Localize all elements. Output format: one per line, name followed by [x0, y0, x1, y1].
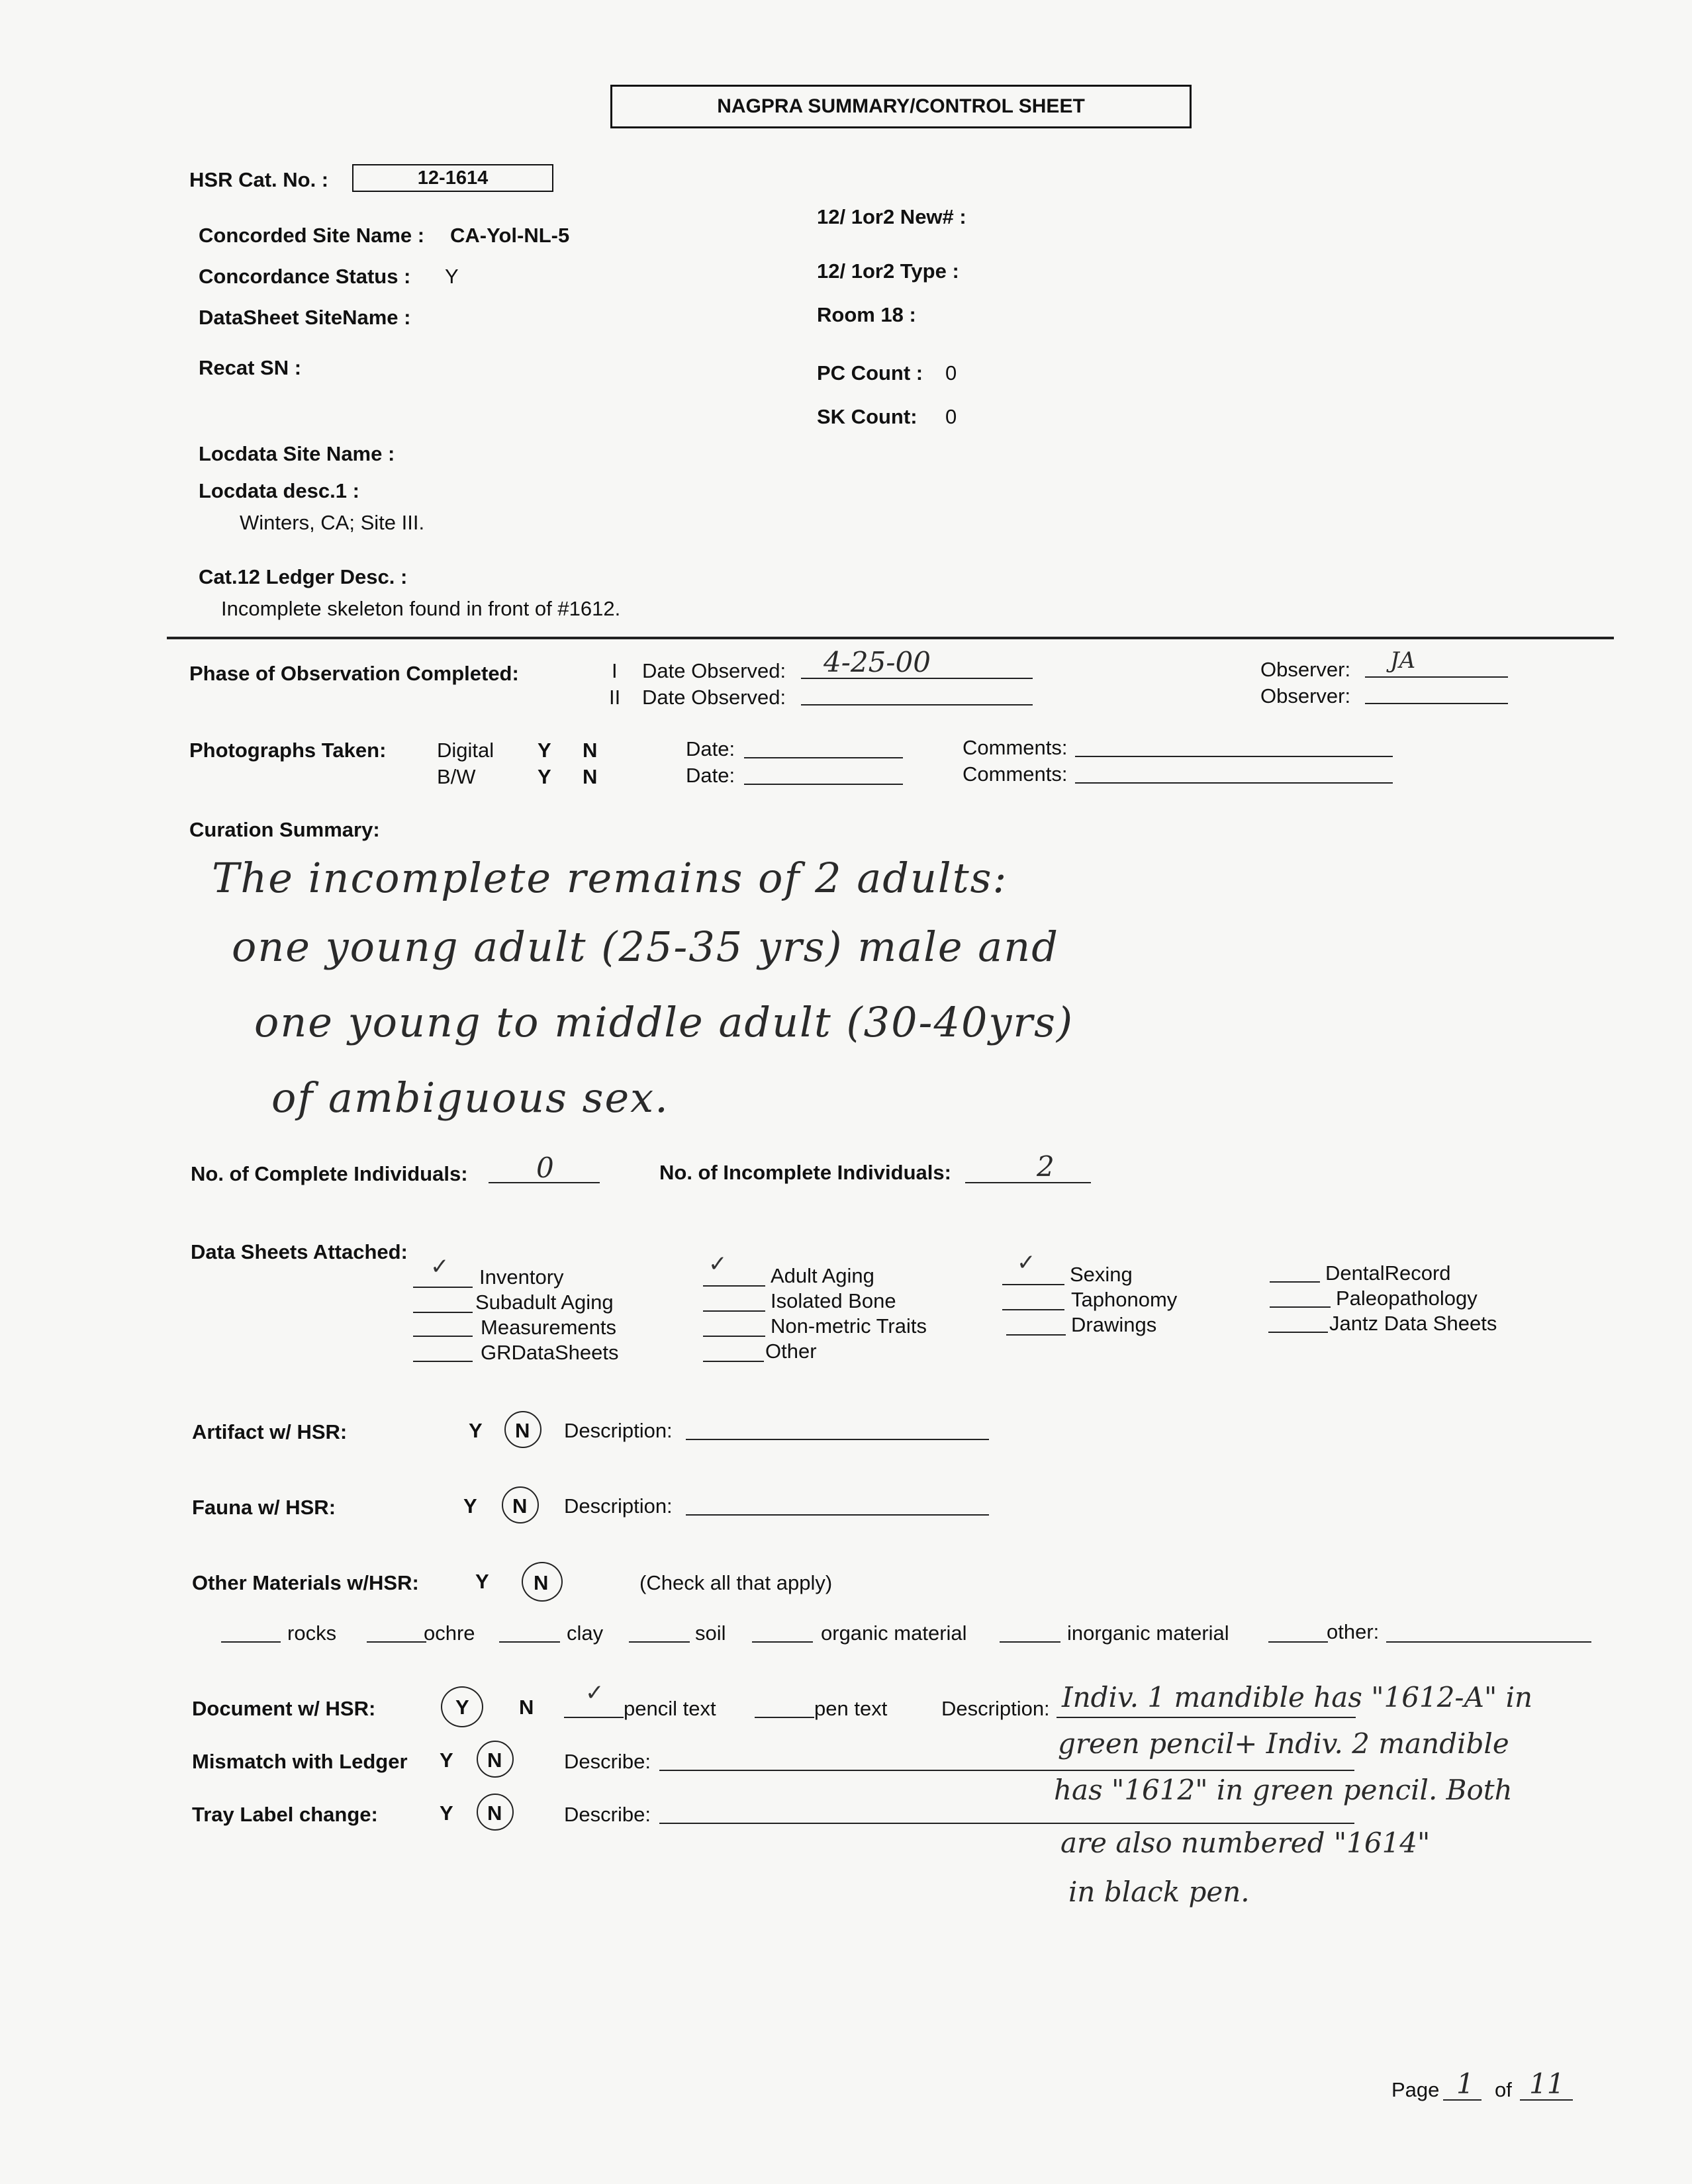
photo-date-line-1	[744, 757, 903, 758]
fauna-n[interactable]: N	[512, 1494, 528, 1518]
sk-count-value: 0	[945, 405, 957, 428]
other-materials-n[interactable]: N	[534, 1571, 549, 1594]
tray-describe-line	[659, 1823, 1354, 1824]
new-number-label: 12/ 1or2 New# :	[817, 205, 966, 228]
pen-text-label: pen text	[814, 1697, 888, 1720]
curation-line-4: of ambiguous sex.	[271, 1073, 669, 1122]
photo-digital-n[interactable]: N	[583, 739, 598, 762]
phase-label: Phase of Observation Completed:	[189, 662, 519, 685]
grdatasheets-line	[413, 1361, 473, 1362]
form-title: NAGPRA SUMMARY/CONTROL SHEET	[610, 85, 1192, 128]
ledger-desc-value: Incomplete skeleton found in front of #1612.	[221, 597, 621, 620]
concorded-site-value: CA-Yol-NL-5	[450, 224, 570, 247]
locdata-desc-value: Winters, CA; Site III.	[240, 511, 425, 534]
document-desc-line-3: has "1612" in green pencil. Both	[1054, 1774, 1513, 1806]
complete-individuals-value: 0	[536, 1152, 554, 1184]
mismatch-describe-line	[659, 1770, 1354, 1771]
sheet-inventory: Inventory	[479, 1265, 564, 1289]
phase-roman-2: II	[609, 686, 621, 709]
material-soil: soil	[695, 1621, 726, 1645]
material-inorganic: inorganic material	[1067, 1621, 1229, 1645]
concorded-site-label: Concorded Site Name :	[199, 224, 425, 247]
document-description-label: Description:	[941, 1697, 1050, 1720]
pencil-text-label: pencil text	[624, 1697, 716, 1720]
locdata-desc-label: Locdata desc.1 :	[199, 479, 359, 502]
isolated-bone-line	[703, 1310, 765, 1312]
photo-digital-label: Digital	[437, 739, 494, 762]
concordance-status-value: Y	[445, 265, 459, 288]
photo-comments-label-2: Comments:	[963, 762, 1068, 786]
soil-line	[629, 1641, 690, 1643]
observer-initials: JA	[1390, 647, 1416, 674]
artifact-n[interactable]: N	[515, 1419, 530, 1442]
mismatch-describe-label: Describe:	[564, 1750, 651, 1773]
photo-comments-line-2	[1075, 782, 1393, 784]
ochre-line	[367, 1641, 426, 1643]
pencil-text-line	[564, 1717, 624, 1718]
other-materials-note: (Check all that apply)	[639, 1571, 833, 1594]
other-materials-label: Other Materials w/HSR:	[192, 1571, 419, 1594]
document-label: Document w/ HSR:	[192, 1697, 376, 1720]
sk-count-label: SK Count:	[817, 405, 917, 428]
dentalrecord-line	[1270, 1281, 1320, 1283]
sheet-dentalrecord: DentalRecord	[1325, 1261, 1451, 1285]
datasheet-sitename-label: DataSheet SiteName :	[199, 306, 411, 329]
sheet-measurements: Measurements	[481, 1316, 617, 1339]
date-observed-line-2	[801, 704, 1033, 705]
hsr-cat-value: 12-1614	[352, 164, 553, 192]
photographs-label: Photographs Taken:	[189, 739, 387, 762]
pc-count-value: 0	[945, 361, 957, 385]
recat-sn-label: Recat SN :	[199, 356, 302, 379]
sexing-check-icon: ✓	[1017, 1250, 1036, 1276]
other-line	[703, 1361, 764, 1362]
sheet-paleopathology: Paleopathology	[1336, 1287, 1478, 1310]
incomplete-individuals-label: No. of Incomplete Individuals:	[659, 1161, 951, 1184]
sheet-isolated-bone: Isolated Bone	[771, 1289, 896, 1312]
tray-y[interactable]: Y	[440, 1801, 453, 1825]
photo-date-line-2	[744, 784, 903, 785]
photo-digital-y[interactable]: Y	[538, 739, 551, 762]
mismatch-y[interactable]: Y	[440, 1749, 453, 1772]
concordance-status-label: Concordance Status :	[199, 265, 411, 288]
photo-bw-n[interactable]: N	[583, 765, 598, 788]
phase-roman-1: I	[612, 659, 618, 682]
curation-line-1: The incomplete remains of 2 adults:	[212, 854, 1008, 902]
organic-line	[752, 1641, 813, 1643]
other-materials-y[interactable]: Y	[475, 1570, 489, 1593]
curation-summary-label: Curation Summary:	[189, 818, 380, 841]
other-material-line	[1268, 1641, 1328, 1643]
inorganic-line	[1000, 1641, 1060, 1643]
document-n[interactable]: N	[519, 1696, 534, 1719]
sheet-drawings: Drawings	[1071, 1313, 1157, 1336]
sheet-taphonomy: Taphonomy	[1071, 1288, 1178, 1311]
curation-line-3: one young to middle adult (30-40yrs)	[254, 998, 1074, 1046]
page-total: 11	[1529, 2068, 1565, 2100]
pencil-text-check-icon: ✓	[585, 1680, 604, 1706]
tray-describe-label: Describe:	[564, 1803, 651, 1826]
sheet-nonmetric-traits: Non-metric Traits	[771, 1314, 927, 1338]
drawings-line	[1006, 1334, 1066, 1336]
data-sheets-label: Data Sheets Attached:	[191, 1240, 408, 1263]
document-description-line	[1057, 1717, 1356, 1718]
mismatch-label: Mismatch with Ledger	[192, 1750, 408, 1773]
fauna-description-line	[686, 1514, 989, 1516]
page-of-label: of	[1495, 2078, 1512, 2101]
tray-label: Tray Label change:	[192, 1803, 378, 1826]
adult-aging-line	[703, 1285, 765, 1287]
rocks-line	[221, 1641, 281, 1643]
document-desc-line-5: in black pen.	[1068, 1876, 1250, 1908]
fauna-y[interactable]: Y	[463, 1494, 477, 1518]
observer-line-1	[1365, 676, 1508, 678]
material-ochre: ochre	[424, 1621, 475, 1645]
inventory-check-icon: ✓	[430, 1253, 449, 1280]
nonmetric-line	[703, 1336, 765, 1337]
document-y[interactable]: Y	[455, 1696, 469, 1719]
type-label: 12/ 1or2 Type :	[817, 259, 959, 283]
locdata-site-label: Locdata Site Name :	[199, 442, 395, 465]
sexing-line	[1002, 1284, 1064, 1285]
paleopathology-line	[1270, 1306, 1331, 1308]
photo-comments-line-1	[1075, 756, 1393, 757]
document-desc-line-2: green pencil+ Indiv. 2 mandible	[1058, 1727, 1509, 1760]
sheet-adult-aging: Adult Aging	[771, 1264, 874, 1287]
document-desc-line-1: Indiv. 1 mandible has "1612-A" in	[1062, 1681, 1533, 1713]
sheet-jantz: Jantz Data Sheets	[1329, 1312, 1497, 1335]
curation-line-2: one young adult (25-35 yrs) male and	[232, 923, 1059, 971]
artifact-description-label: Description:	[564, 1419, 673, 1442]
pc-count-label: PC Count :	[817, 361, 923, 385]
page-current: 1	[1456, 2068, 1474, 2100]
complete-individuals-label: No. of Complete Individuals:	[191, 1162, 468, 1185]
clay-line	[499, 1641, 560, 1643]
sheet-other: Other	[765, 1340, 817, 1363]
subadult-line	[413, 1312, 473, 1313]
photo-date-label-1: Date:	[686, 737, 735, 760]
observer-line-2	[1365, 703, 1508, 704]
other-material-value-line	[1386, 1641, 1591, 1643]
tray-n[interactable]: N	[487, 1801, 502, 1825]
pen-text-line	[755, 1717, 814, 1718]
sheet-grdatasheets: GRDataSheets	[481, 1341, 619, 1364]
incomplete-individuals-line	[965, 1182, 1091, 1183]
material-other: other:	[1327, 1620, 1380, 1643]
incomplete-individuals-value: 2	[1037, 1150, 1055, 1183]
material-organic: organic material	[821, 1621, 967, 1645]
jantz-line	[1268, 1332, 1328, 1333]
fauna-label: Fauna w/ HSR:	[192, 1496, 336, 1519]
date-observed-label-2: Date Observed:	[642, 686, 786, 709]
fauna-description-label: Description:	[564, 1494, 673, 1518]
observer-label-1: Observer:	[1260, 658, 1351, 681]
inventory-line	[413, 1287, 473, 1288]
measurements-line	[413, 1336, 473, 1337]
document-desc-line-4: are also numbered "1614"	[1060, 1827, 1431, 1859]
mismatch-n[interactable]: N	[487, 1749, 502, 1772]
adult-aging-check-icon: ✓	[708, 1251, 728, 1277]
photo-bw-label: B/W	[437, 765, 476, 788]
material-rocks: rocks	[287, 1621, 337, 1645]
date-observed-label-1: Date Observed:	[642, 659, 786, 682]
artifact-label: Artifact w/ HSR:	[192, 1420, 348, 1443]
photo-comments-label-1: Comments:	[963, 736, 1068, 759]
artifact-description-line	[686, 1439, 989, 1440]
observer-label-2: Observer:	[1260, 684, 1351, 707]
section-divider	[167, 637, 1614, 639]
taphonomy-line	[1002, 1309, 1064, 1310]
photo-date-label-2: Date:	[686, 764, 735, 787]
room-label: Room 18 :	[817, 303, 916, 326]
ledger-desc-label: Cat.12 Ledger Desc. :	[199, 565, 408, 588]
sheet-subadult-aging: Subadult Aging	[475, 1291, 614, 1314]
photo-bw-y[interactable]: Y	[538, 765, 551, 788]
date-observed-value-1: 4-25-00	[823, 646, 931, 678]
material-clay: clay	[567, 1621, 604, 1645]
hsr-cat-label: HSR Cat. No. :	[189, 168, 329, 191]
page-label: Page	[1391, 2078, 1440, 2101]
sheet-sexing: Sexing	[1070, 1263, 1133, 1286]
artifact-y[interactable]: Y	[469, 1419, 483, 1442]
